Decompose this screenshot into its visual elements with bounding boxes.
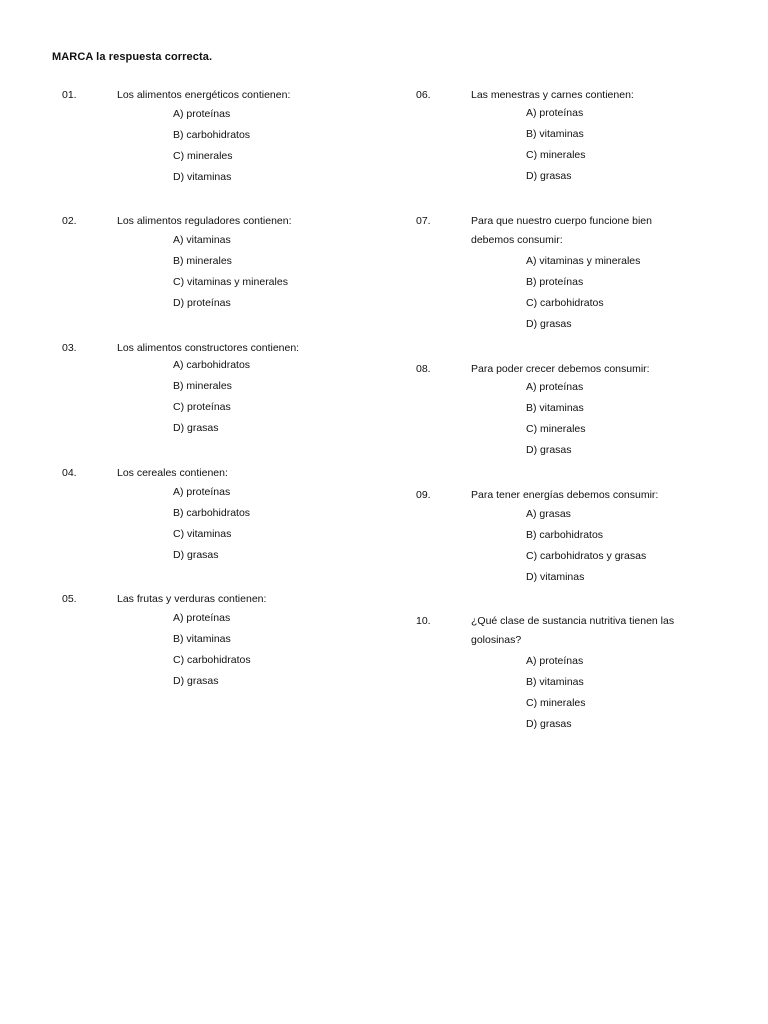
option-a[interactable]: A) proteínas: [173, 486, 231, 498]
options-list: [173, 482, 250, 566]
question-stem: Los cereales contienen:: [117, 467, 228, 479]
question-stem: Los alimentos constructores contienen:: [117, 342, 300, 354]
option-c[interactable]: C) minerales: [526, 697, 586, 709]
option-d[interactable]: D) grasas: [173, 422, 219, 434]
option-b[interactable]: B) carbohidratos: [526, 529, 604, 541]
question-number: 06.: [416, 89, 431, 101]
option-c[interactable]: C) proteínas: [173, 401, 231, 413]
option-d[interactable]: D) grasas: [526, 318, 572, 330]
question-stem-line-1: ¿Qué clase de sustancia nutritiva tienen las: [471, 615, 675, 627]
option-d[interactable]: D) grasas: [173, 549, 219, 561]
question-stem: Las frutas y verduras contienen:: [117, 593, 267, 605]
option-d[interactable]: D) vitaminas: [173, 171, 232, 183]
option-a[interactable]: A) vitaminas: [173, 234, 231, 246]
option-a[interactable]: A) vitaminas y minerales: [526, 255, 641, 267]
options-list: [173, 230, 288, 314]
option-b[interactable]: B) carbohidratos: [173, 507, 251, 519]
option-c[interactable]: C) minerales: [526, 149, 586, 161]
question-stem: Las menestras y carnes contienen:: [471, 89, 634, 101]
option-a[interactable]: A) proteínas: [526, 381, 584, 393]
option-a[interactable]: A) grasas: [526, 508, 571, 520]
option-a[interactable]: A) proteínas: [526, 107, 584, 119]
question-stem-line-2: debemos consumir:: [471, 234, 563, 246]
option-a[interactable]: A) proteínas: [173, 108, 231, 120]
question-number: 04.: [62, 467, 77, 479]
option-a[interactable]: A) proteínas: [526, 655, 584, 667]
option-c[interactable]: C) minerales: [526, 423, 586, 435]
option-b[interactable]: B) proteínas: [526, 276, 584, 288]
question-number: 03.: [62, 342, 77, 354]
options-list: [526, 103, 586, 187]
question-stem: Para poder crecer debemos consumir:: [471, 363, 650, 375]
question-number: 02.: [62, 215, 77, 227]
option-d[interactable]: D) grasas: [526, 718, 572, 730]
option-b[interactable]: B) minerales: [173, 255, 232, 267]
options-list: [526, 251, 640, 335]
options-list: [526, 504, 646, 588]
option-b[interactable]: B) vitaminas: [526, 128, 584, 140]
options-list: [173, 608, 251, 692]
option-b[interactable]: B) vitaminas: [526, 402, 584, 414]
question-number: 08.: [416, 363, 431, 375]
option-b[interactable]: B) vitaminas: [526, 676, 584, 688]
option-d[interactable]: D) grasas: [173, 675, 219, 687]
option-d[interactable]: D) grasas: [526, 444, 572, 456]
options-list: [173, 355, 250, 439]
question-number: 05.: [62, 593, 77, 605]
options-list: [173, 104, 250, 188]
option-d[interactable]: D) grasas: [526, 170, 572, 182]
question-number: 01.: [62, 89, 77, 101]
question-number: 07.: [416, 215, 431, 227]
option-b[interactable]: B) vitaminas: [173, 633, 231, 645]
option-c[interactable]: C) minerales: [173, 150, 233, 162]
option-c[interactable]: C) carbohidratos: [526, 297, 604, 309]
option-c[interactable]: C) vitaminas: [173, 528, 232, 540]
options-list: [526, 651, 586, 735]
question-number: 09.: [416, 489, 431, 501]
page-title: MARCA la respuesta correcta.: [52, 51, 213, 63]
option-c[interactable]: C) vitaminas y minerales: [173, 276, 288, 288]
option-d[interactable]: D) proteínas: [173, 297, 231, 309]
option-c[interactable]: C) carbohidratos y grasas: [526, 550, 647, 562]
option-b[interactable]: B) minerales: [173, 380, 232, 392]
question-stem-line-1: Para que nuestro cuerpo funcione bien: [471, 215, 652, 227]
option-d[interactable]: D) vitaminas: [526, 571, 585, 583]
option-a[interactable]: A) proteínas: [173, 612, 231, 624]
question-stem: Para tener energías debemos consumir:: [471, 489, 659, 501]
question-stem-line-2: golosinas?: [471, 634, 522, 646]
question-stem: Los alimentos reguladores contienen:: [117, 215, 292, 227]
option-a[interactable]: A) carbohidratos: [173, 359, 251, 371]
question-stem: Los alimentos energéticos contienen:: [117, 89, 291, 101]
option-c[interactable]: C) carbohidratos: [173, 654, 251, 666]
question-number: 10.: [416, 615, 431, 627]
option-b[interactable]: B) carbohidratos: [173, 129, 251, 141]
options-list: [526, 377, 586, 461]
